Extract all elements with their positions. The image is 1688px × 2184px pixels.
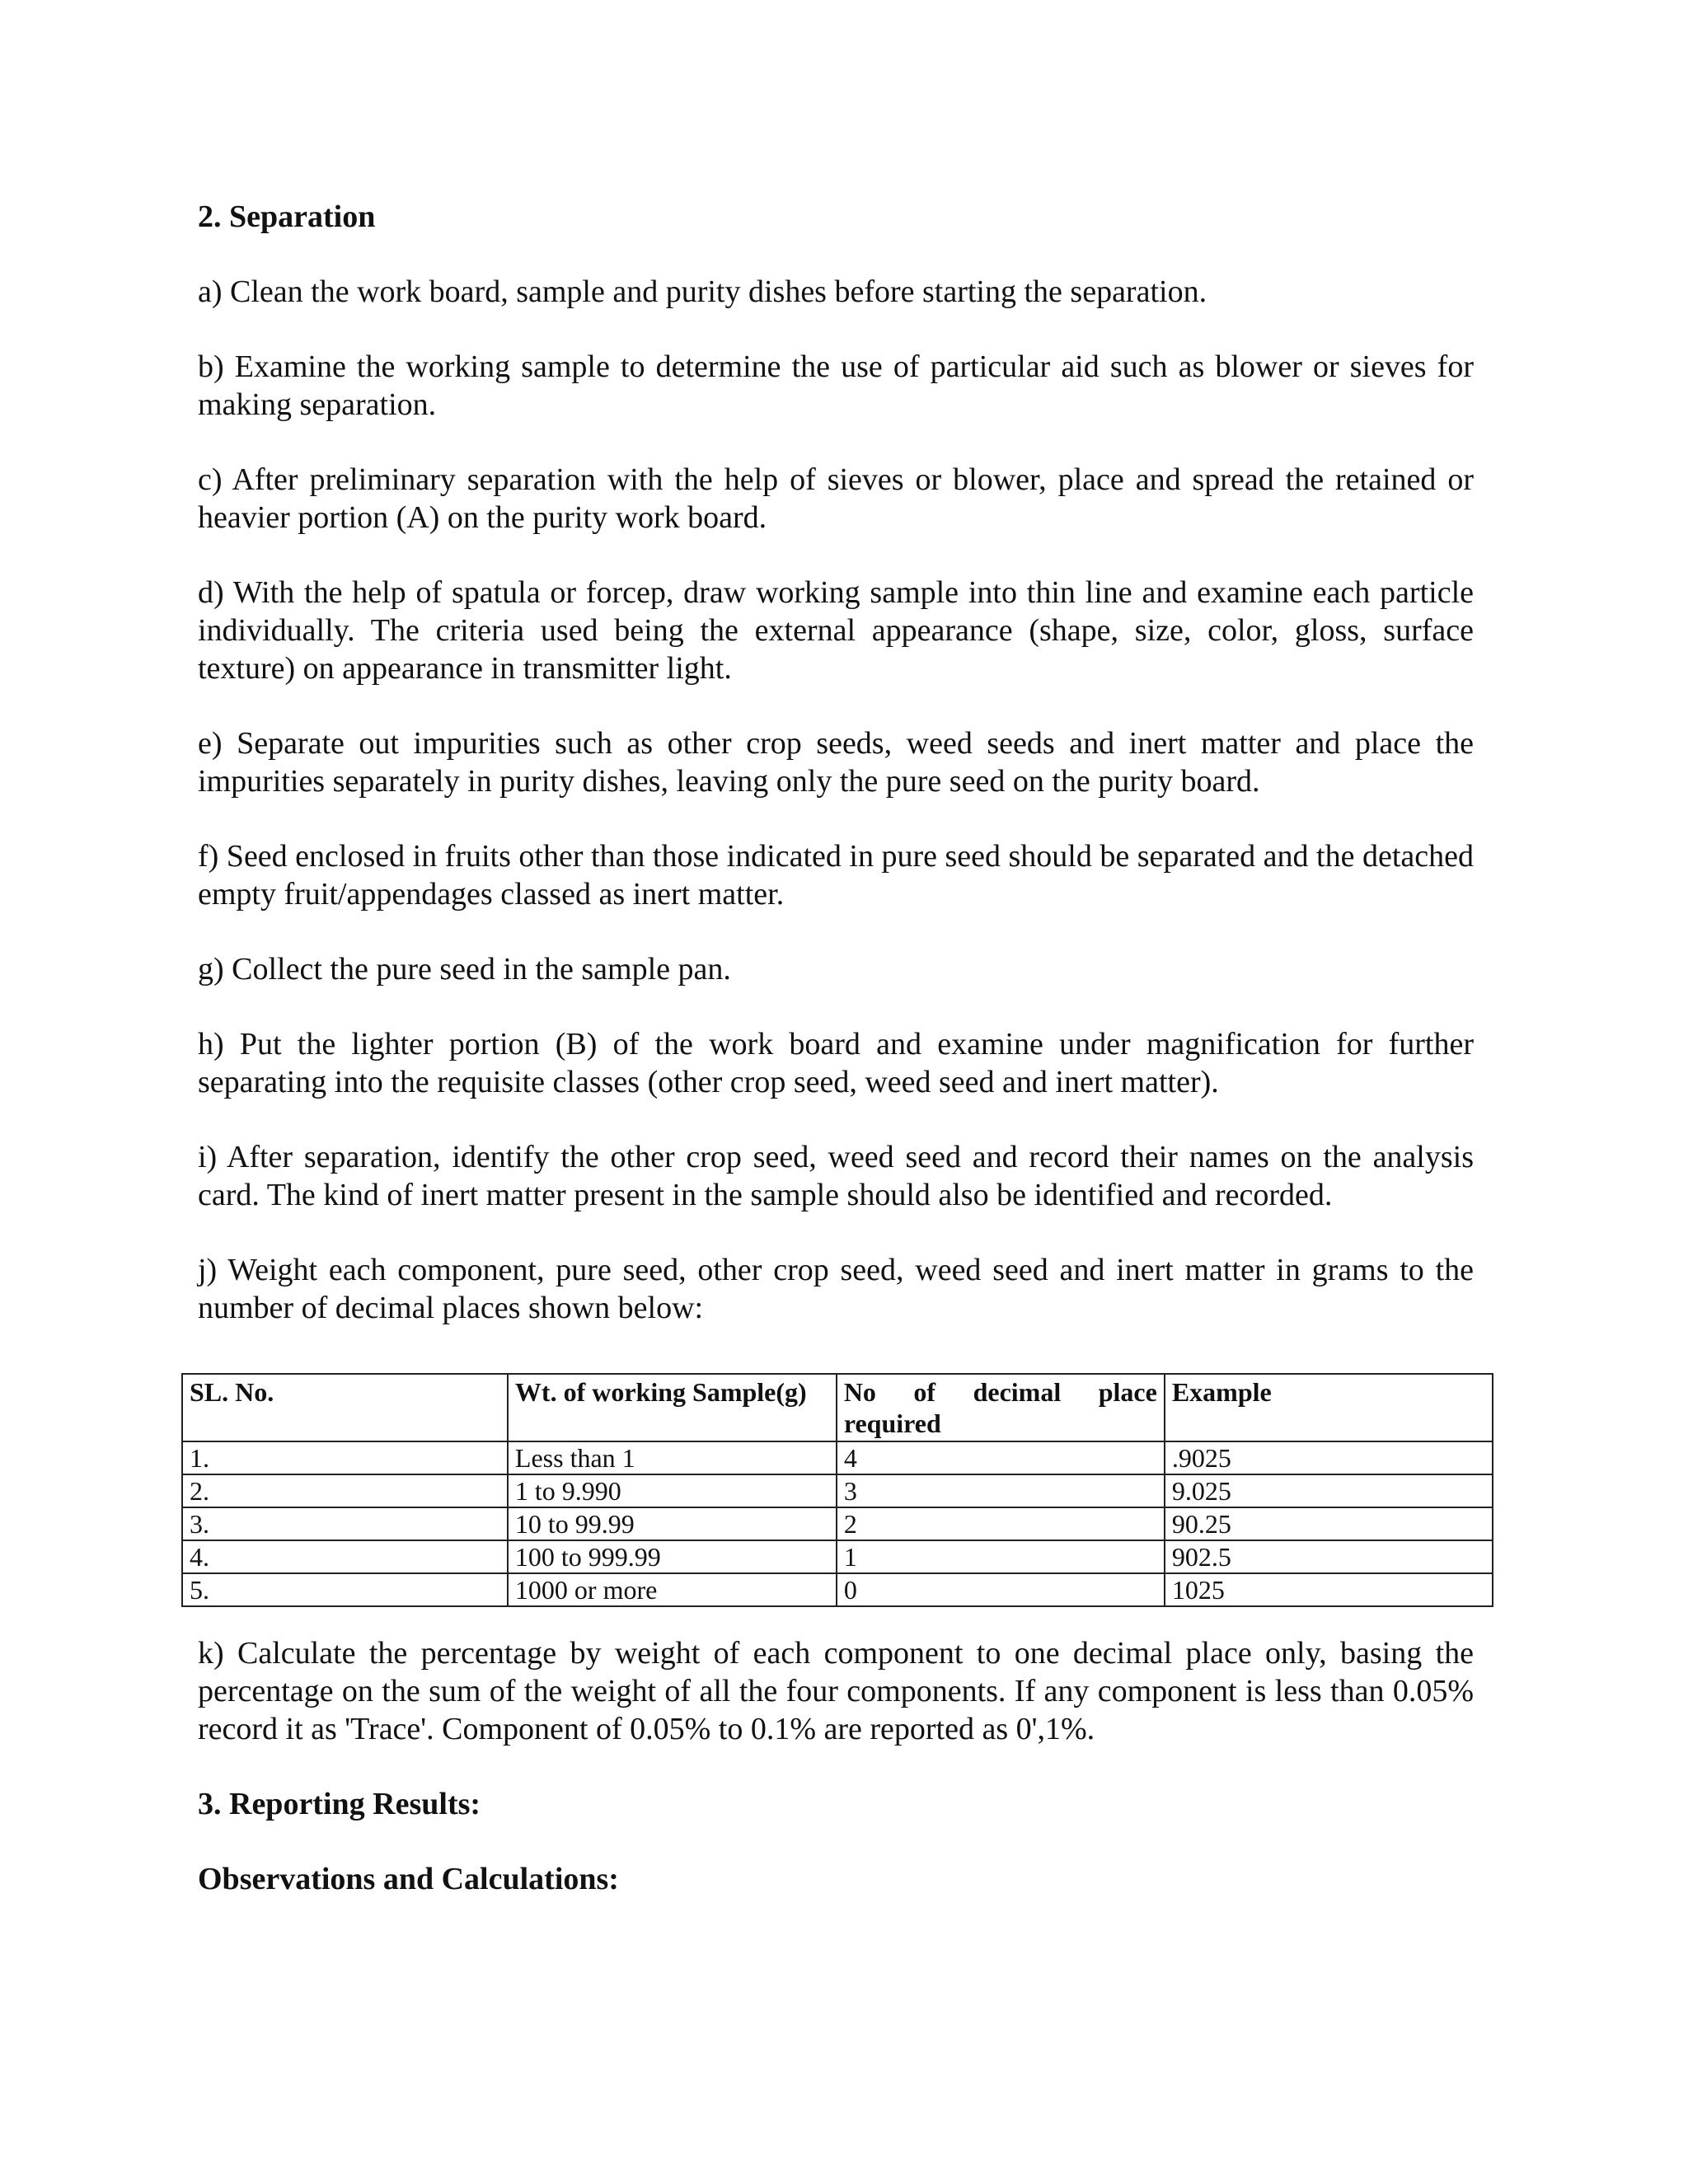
cell-sl-no: 4. (182, 1540, 508, 1573)
step-d: d) With the help of spatula or forcep, draw working sample into thin line and examine each particle individually. The criteria used being the external appearance (shape, size, color, gloss, surface texture) on appearance in transmitter light. (198, 575, 1474, 686)
section-heading-separation: 2. Separation (198, 199, 376, 234)
cell-example: .9025 (1165, 1441, 1493, 1474)
header-sample-weight: Wt. of working Sample(g) (508, 1374, 837, 1441)
table-row (182, 1441, 1493, 1474)
cell-sl-no: 1. (182, 1441, 508, 1474)
table-row (182, 1573, 1493, 1606)
cell-example: 90.25 (1165, 1507, 1493, 1540)
step-j: j) Weight each component, pure seed, other crop seed, weed seed and inert matter in grams to the number of decimal places shown below: (198, 1253, 1474, 1325)
cell-sample-weight: 1 to 9.990 (508, 1474, 837, 1507)
step-f: f) Seed enclosed in fruits other than those indicated in pure seed should be separated and the detached empty fruit/appendages classed as inert matter. (198, 839, 1474, 912)
cell-sl-no: 2. (182, 1474, 508, 1507)
decimal-places-table (181, 1373, 1493, 1607)
cell-decimal-places: 3 (837, 1474, 1165, 1507)
subheading-observations: Observations and Calculations: (198, 1862, 619, 1896)
step-h: h) Put the lighter portion (B) of the work board and examine under magnification for further separating into the requisite classes (other crop seed, weed seed and inert matter). (198, 1027, 1474, 1099)
cell-example: 902.5 (1165, 1540, 1493, 1573)
section-heading-reporting-results: 3. Reporting Results: (198, 1787, 481, 1821)
cell-sample-weight: Less than 1 (508, 1441, 837, 1474)
header-decimal-places: No of decimal place required (837, 1374, 1165, 1441)
cell-decimal-places: 0 (837, 1573, 1165, 1606)
step-b: b) Examine the working sample to determine the use of particular aid such as blower or sieves for making separation. (198, 349, 1474, 422)
header-sl-no: SL. No. (182, 1374, 508, 1441)
cell-example: 1025 (1165, 1573, 1493, 1606)
cell-sample-weight: 10 to 99.99 (508, 1507, 837, 1540)
step-g: g) Collect the pure seed in the sample pan. (198, 952, 731, 987)
step-k: k) Calculate the percentage by weight of each component to one decimal place only, basing the percentage on the sum of the weight of all the four components. If any component is less than 0.05% record it as 'Trace'. Component of 0.05% to 0.1% are reported as 0',1%. (198, 1636, 1474, 1746)
table-row (182, 1507, 1493, 1540)
step-e: e) Separate out impurities such as other crop seeds, weed seeds and inert matter and place the impurities separately in purity dishes, leaving only the pure seed on the purity board. (198, 726, 1474, 799)
cell-decimal-places: 2 (837, 1507, 1165, 1540)
step-c: c) After preliminary separation with the help of sieves or blower, place and spread the retained or heavier portion (A) on the purity work board. (198, 462, 1474, 535)
cell-sl-no: 5. (182, 1573, 508, 1606)
cell-decimal-places: 1 (837, 1540, 1165, 1573)
cell-decimal-places: 4 (837, 1441, 1165, 1474)
header-example: Example (1165, 1374, 1493, 1441)
table-header-row (182, 1374, 1493, 1441)
table-row (182, 1474, 1493, 1507)
cell-sl-no: 3. (182, 1507, 508, 1540)
table-row (182, 1540, 1493, 1573)
document-body (198, 198, 1474, 1327)
cell-sample-weight: 100 to 999.99 (508, 1540, 837, 1573)
cell-sample-weight: 1000 or more (508, 1573, 837, 1606)
step-i: i) After separation, identify the other crop seed, weed seed and record their names on the analysis card. The kind of inert matter present in the sample should also be identified and recorded. (198, 1140, 1474, 1212)
step-a: a) Clean the work board, sample and purity dishes before starting the separation. (198, 274, 1207, 309)
cell-example: 9.025 (1165, 1474, 1493, 1507)
lower-section (198, 1634, 1474, 1935)
